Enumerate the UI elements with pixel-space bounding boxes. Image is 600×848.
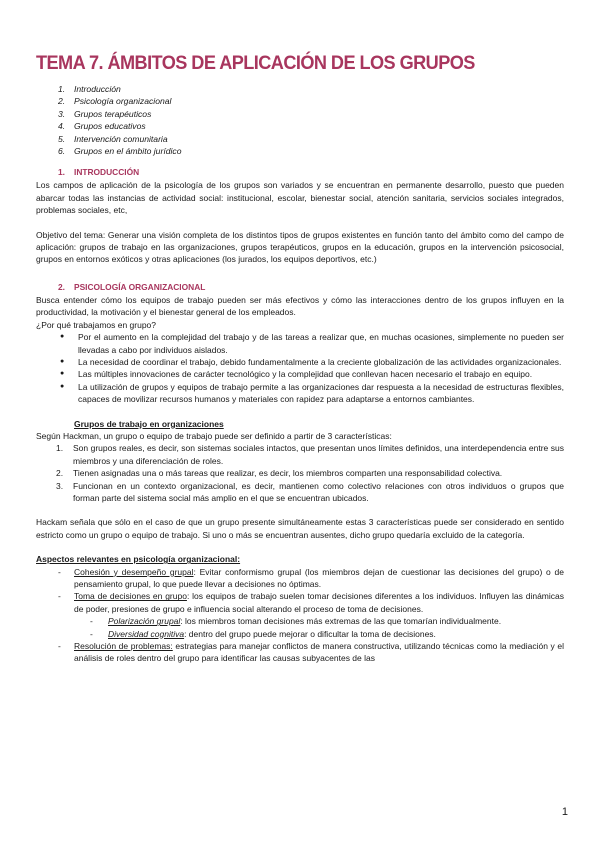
list-item: ● Las múltiples innovaciones de carácter tecnológico y la complejidad que conllevan hacen necesario el trabajo en equipo. bbox=[60, 368, 564, 380]
intro-paragraph: Los campos de aplicación de la psicología de los grupos son variados y se encuentran en permanente desarrollo, puesto que pueden abarcar todas las instancias de actividad social: institucional, escolar, bienestar social, atención sanitaria, servicios sociales integrados, problemas sociales, etc, bbox=[36, 180, 564, 216]
toc-item: 2. Psicología organizacional bbox=[58, 96, 172, 107]
reasons-list bbox=[60, 331, 564, 405]
page-number: 1 bbox=[561, 806, 568, 818]
list-item: - Resolución de problemas: estrategias para manejar conflictos de manera constructiva, utilizando técnicas como la mediación y el análisis de roles dentro del grupo para identificar las causas subyacentes de las bbox=[58, 640, 564, 665]
hackman-intro: Según Hackman, un grupo o equipo de trabajo puede ser definido a partir de 3 características: bbox=[36, 430, 392, 441]
toc-item: 4. Grupos educativos bbox=[58, 121, 146, 132]
toc-item: 3. Grupos terapéuticos bbox=[58, 108, 152, 119]
group-question: ¿Por qué trabajamos en grupo? bbox=[36, 319, 157, 330]
toc-item: 5. Intervención comunitaria bbox=[58, 133, 168, 144]
decision-sublist bbox=[90, 615, 564, 640]
org-intro-paragraph: Busca entender cómo los equipos de trabajo pueden ser más efectivos y cómo las interacciones dentro de los grupos influyen en la productividad, la motivación y el bienestar general de los empleados. bbox=[36, 294, 564, 318]
table-of-contents bbox=[58, 83, 564, 157]
list-item: - Toma de decisiones en grupo: los equipos de trabajo suelen tomar decisiones diferentes a los individuos. Influyen las dinámicas de poder, presiones de grupo e influencia social alterando el proceso de toma de decisiones. - Polarización grupal: los miembros toman decisiones más extremas de las que tomarían individualmente. - Diversidad cognitiva: dentro del grupo puede mejorar o dificultar la toma de decisiones. bbox=[58, 590, 564, 640]
list-item: - Diversidad cognitiva: dentro del grupo puede mejorar o dificultar la toma de decisiones. bbox=[90, 628, 564, 640]
list-item: ● Por el aumento en la complejidad del trabajo y de las tareas a realizar que, en muchas ocasiones, simplemente no pueden ser llevadas a cabo por individuos aislados. bbox=[60, 331, 564, 356]
hackman-features-list bbox=[56, 442, 564, 504]
list-item: 2. Tienen asignadas una o más tareas que realizar, es decir, los miembros comparten una responsabilidad colectiva. bbox=[56, 468, 503, 479]
aspects-list bbox=[58, 566, 564, 665]
list-item: ● La utilización de grupos y equipos de trabajo permite a las organizaciones dar respuesta a la necesidad de estructuras flexibles, capaces de movilizar recursos humanos y materiales con rapidez para adaptarse a entornos cambiantes. bbox=[60, 381, 564, 406]
list-item: 3. Funcionan en un contexto organizacional, es decir, mantienen como colectivo relaciones con otros individuos o grupos que forman parte del sistema social más amplio en el que se encuentran ubicados. bbox=[56, 480, 564, 503]
hackman-note: Hackam señala que sólo en el caso de que un grupo presente simultáneamente estas 3 características puede ser considerado en sentido estricto como un grupo o equipo de trabajo. Si uno o más se encuentran ausentes, dicho grupo quedaría excluido de la categoría. bbox=[36, 517, 564, 540]
toc-item: 1. Introducción bbox=[58, 84, 121, 94]
list-item: - Polarización grupal: los miembros toman decisiones más extremas de las que tomarían individualmente. bbox=[90, 615, 564, 627]
section-heading-psicologia-organizacional: 2. PSICOLOGÍA ORGANIZACIONAL bbox=[58, 281, 206, 292]
section-heading-introduccion: 1. INTRODUCCIÓN bbox=[58, 167, 140, 178]
page-title: TEMA 7. ÁMBITOS DE APLICACIÓN DE LOS GRUPOS bbox=[36, 52, 475, 74]
list-item: 1. Son grupos reales, es decir, son sistemas sociales intactos, que presentan unos límites definidos, una interdependencia entre sus miembros y una diferenciación de roles. bbox=[56, 443, 564, 466]
list-item: - Cohesión y desempeño grupal: Evitar conformismo grupal (los miembros dejan de cuestionar las decisiones del grupo) o de pensamiento grupal, lo que puede llevar a decisiones no óptimas. bbox=[58, 566, 564, 591]
subheading-grupos-trabajo: Grupos de trabajo en organizaciones bbox=[74, 418, 224, 429]
subheading-aspectos-relevantes: Aspectos relevantes en psicología organizacional: bbox=[36, 554, 241, 565]
objective-paragraph: Objetivo del tema: Generar una visión completa de los distintos tipos de grupos existentes en función tanto del ámbito como del campo de aplicación: grupos de trabajo en las organizaciones, grupos terapéuticos, grupos en la educación, grupos en la intervención psicosocial, grupos en entornos exóticos y otras aplicaciones (los jurados, los equipos deportivos, etc.) bbox=[36, 229, 564, 265]
toc-item: 6. Grupos en el ámbito jurídico bbox=[58, 146, 182, 157]
list-item: ● La necesidad de coordinar el trabajo, debido fundamentalmente a la creciente globalización de las actividades organizacionales. bbox=[60, 356, 564, 368]
